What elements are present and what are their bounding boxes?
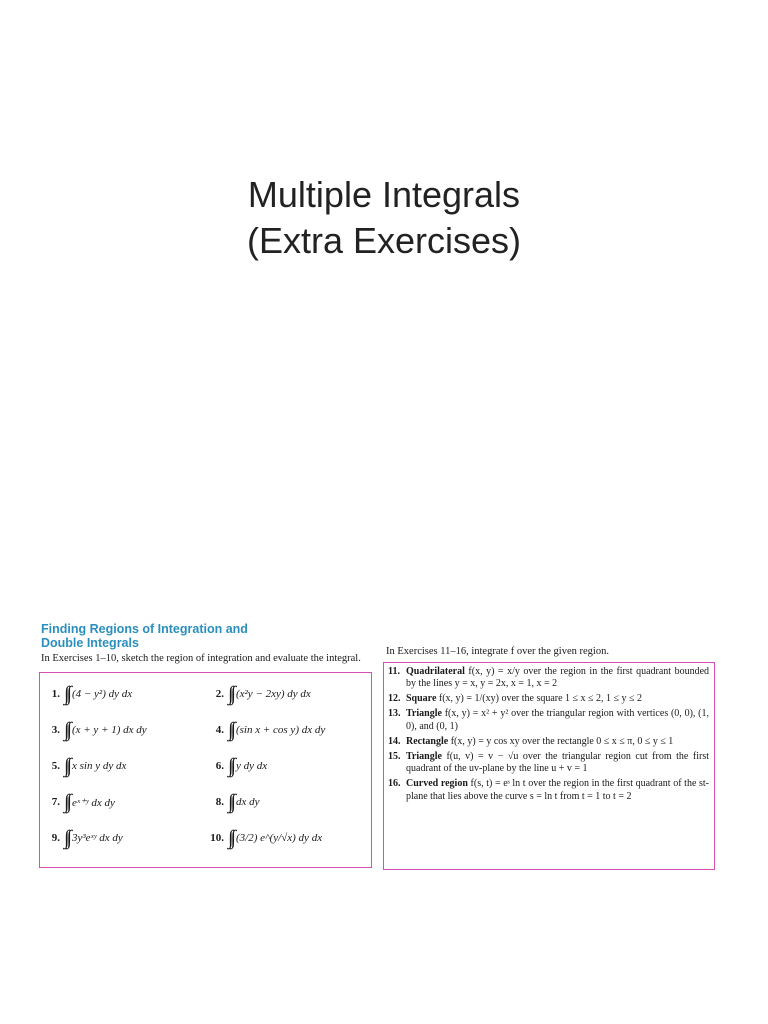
region-label: Triangle (406, 708, 442, 720)
region-exercise-item (388, 751, 709, 776)
double-integral-sign: ∫∫ (64, 790, 69, 813)
region-box (383, 662, 715, 870)
exercise-number: 13. (388, 708, 401, 720)
exercise-integrand: (3/2) e^(y/√x) dy dx (235, 832, 323, 844)
exercise-integrand: dx dy (235, 796, 260, 808)
region-text: f(x, y) = 1/(xy) over the square 1 ≤ x ≤ 2, 1 ≤ y ≤ 2 (438, 693, 642, 705)
region-description (406, 708, 709, 733)
exercise-number: 9. (51, 832, 60, 844)
section-heading-line1: Finding Regions of Integration and (41, 622, 248, 636)
exercise-integrand: (x²y − 2xy) dy dx (235, 688, 311, 700)
exercise-integrand: (sin x + cos y) dx dy (235, 724, 326, 736)
double-integral-sign: ∫∫ (228, 754, 233, 777)
exercise-number: 1. (51, 688, 60, 700)
exercise-integrand: (4 − y²) dy dx (71, 688, 133, 700)
section-heading-line2: Double Integrals (41, 636, 139, 650)
double-integral-sign: ∫∫ (64, 682, 69, 705)
region-text: f(x, y) = x/y over the region in the first quadrant bounded by the lines y = x, y = 2x, x = 1, x = 2 (406, 666, 710, 690)
exercise-number: 5. (51, 760, 60, 772)
slide-title-line2: (Extra Exercises) (246, 220, 522, 261)
region-text: f(x, y) = y cos xy over the rectangle 0 ≤ x ≤ π, 0 ≤ y ≤ 1 (450, 735, 674, 747)
region-description (406, 736, 709, 748)
double-integral-sign: ∫∫ (228, 682, 233, 705)
exercise-item (40, 823, 123, 853)
exercise-number: 6. (215, 760, 224, 772)
exercise-item (204, 751, 267, 781)
slide-title-line1: Multiple Integrals (247, 174, 521, 215)
exercise-integrand: 3y³eˣʸ dx dy (71, 832, 123, 844)
exercise-number: 14. (388, 735, 401, 747)
region-exercise-item (388, 666, 709, 691)
double-integral-sign: ∫∫ (228, 718, 233, 741)
double-integral-sign: ∫∫ (228, 826, 233, 849)
double-integral-sign: ∫∫ (228, 790, 233, 813)
exercise-panel-left (39, 622, 372, 868)
region-label: Curved region (406, 778, 468, 790)
exercise-number: 3. (51, 724, 60, 736)
exercise-number: 12. (388, 693, 401, 705)
double-integral-sign: ∫∫ (64, 754, 69, 777)
left-instructions: In Exercises 1–10, sketch the region of integration and evaluate the integral. (41, 653, 361, 664)
exercise-item (204, 715, 325, 745)
exercise-number: 15. (388, 750, 401, 762)
region-description (406, 751, 709, 776)
region-text: f(s, t) = eˢ ln t over the region in the first quadrant of the st-plane that lies above the curve s = ln t from t = 1 to t = 2 (406, 778, 710, 802)
exercise-box (39, 672, 372, 868)
exercise-integrand: x sin y dy dx (71, 760, 127, 772)
region-text: f(u, v) = v − √u over the triangular region cut from the first quadrant of the uv-plane by the line u + v = 1 (406, 750, 709, 775)
exercise-number: 8. (215, 796, 224, 808)
exercise-item (40, 715, 147, 745)
exercise-integrand: (x + y + 1) dx dy (71, 724, 147, 736)
slide-title (0, 172, 768, 264)
exercise-number: 10. (210, 832, 224, 844)
exercise-number: 4. (215, 724, 224, 736)
exercise-item (204, 787, 259, 817)
region-exercise-item (388, 778, 709, 803)
section-heading (39, 622, 372, 650)
exercise-integrand: y dy dx (235, 760, 268, 772)
right-instructions: In Exercises 11–16, integrate f over the given region. (386, 646, 609, 657)
exercise-item (204, 679, 311, 709)
exercise-item (40, 679, 132, 709)
double-integral-sign: ∫∫ (64, 826, 69, 849)
region-label: Square (406, 693, 437, 705)
region-exercise-item (388, 708, 709, 733)
exercise-integrand: eˣ⁺ʸ dx dy (71, 796, 115, 809)
exercise-item (204, 823, 322, 853)
exercise-number: 7. (51, 796, 60, 808)
exercise-item (40, 751, 126, 781)
exercise-item (40, 787, 115, 817)
exercise-number: 16. (388, 778, 401, 790)
exercise-number: 11. (388, 666, 400, 677)
region-text: f(x, y) = x² + y² over the triangular region with vertices (0, 0), (1, 0), and (0, 1) (406, 708, 709, 732)
exercise-number: 2. (215, 688, 224, 700)
region-exercise-item (388, 693, 709, 705)
region-description (406, 666, 709, 691)
region-label: Triangle (406, 750, 442, 762)
region-label: Quadrilateral (406, 666, 465, 677)
exercise-panel-right (383, 646, 715, 802)
double-integral-sign: ∫∫ (64, 718, 69, 741)
region-exercise-item (388, 736, 709, 748)
region-description (406, 693, 709, 705)
region-label: Rectangle (406, 735, 449, 747)
region-description (406, 778, 709, 803)
